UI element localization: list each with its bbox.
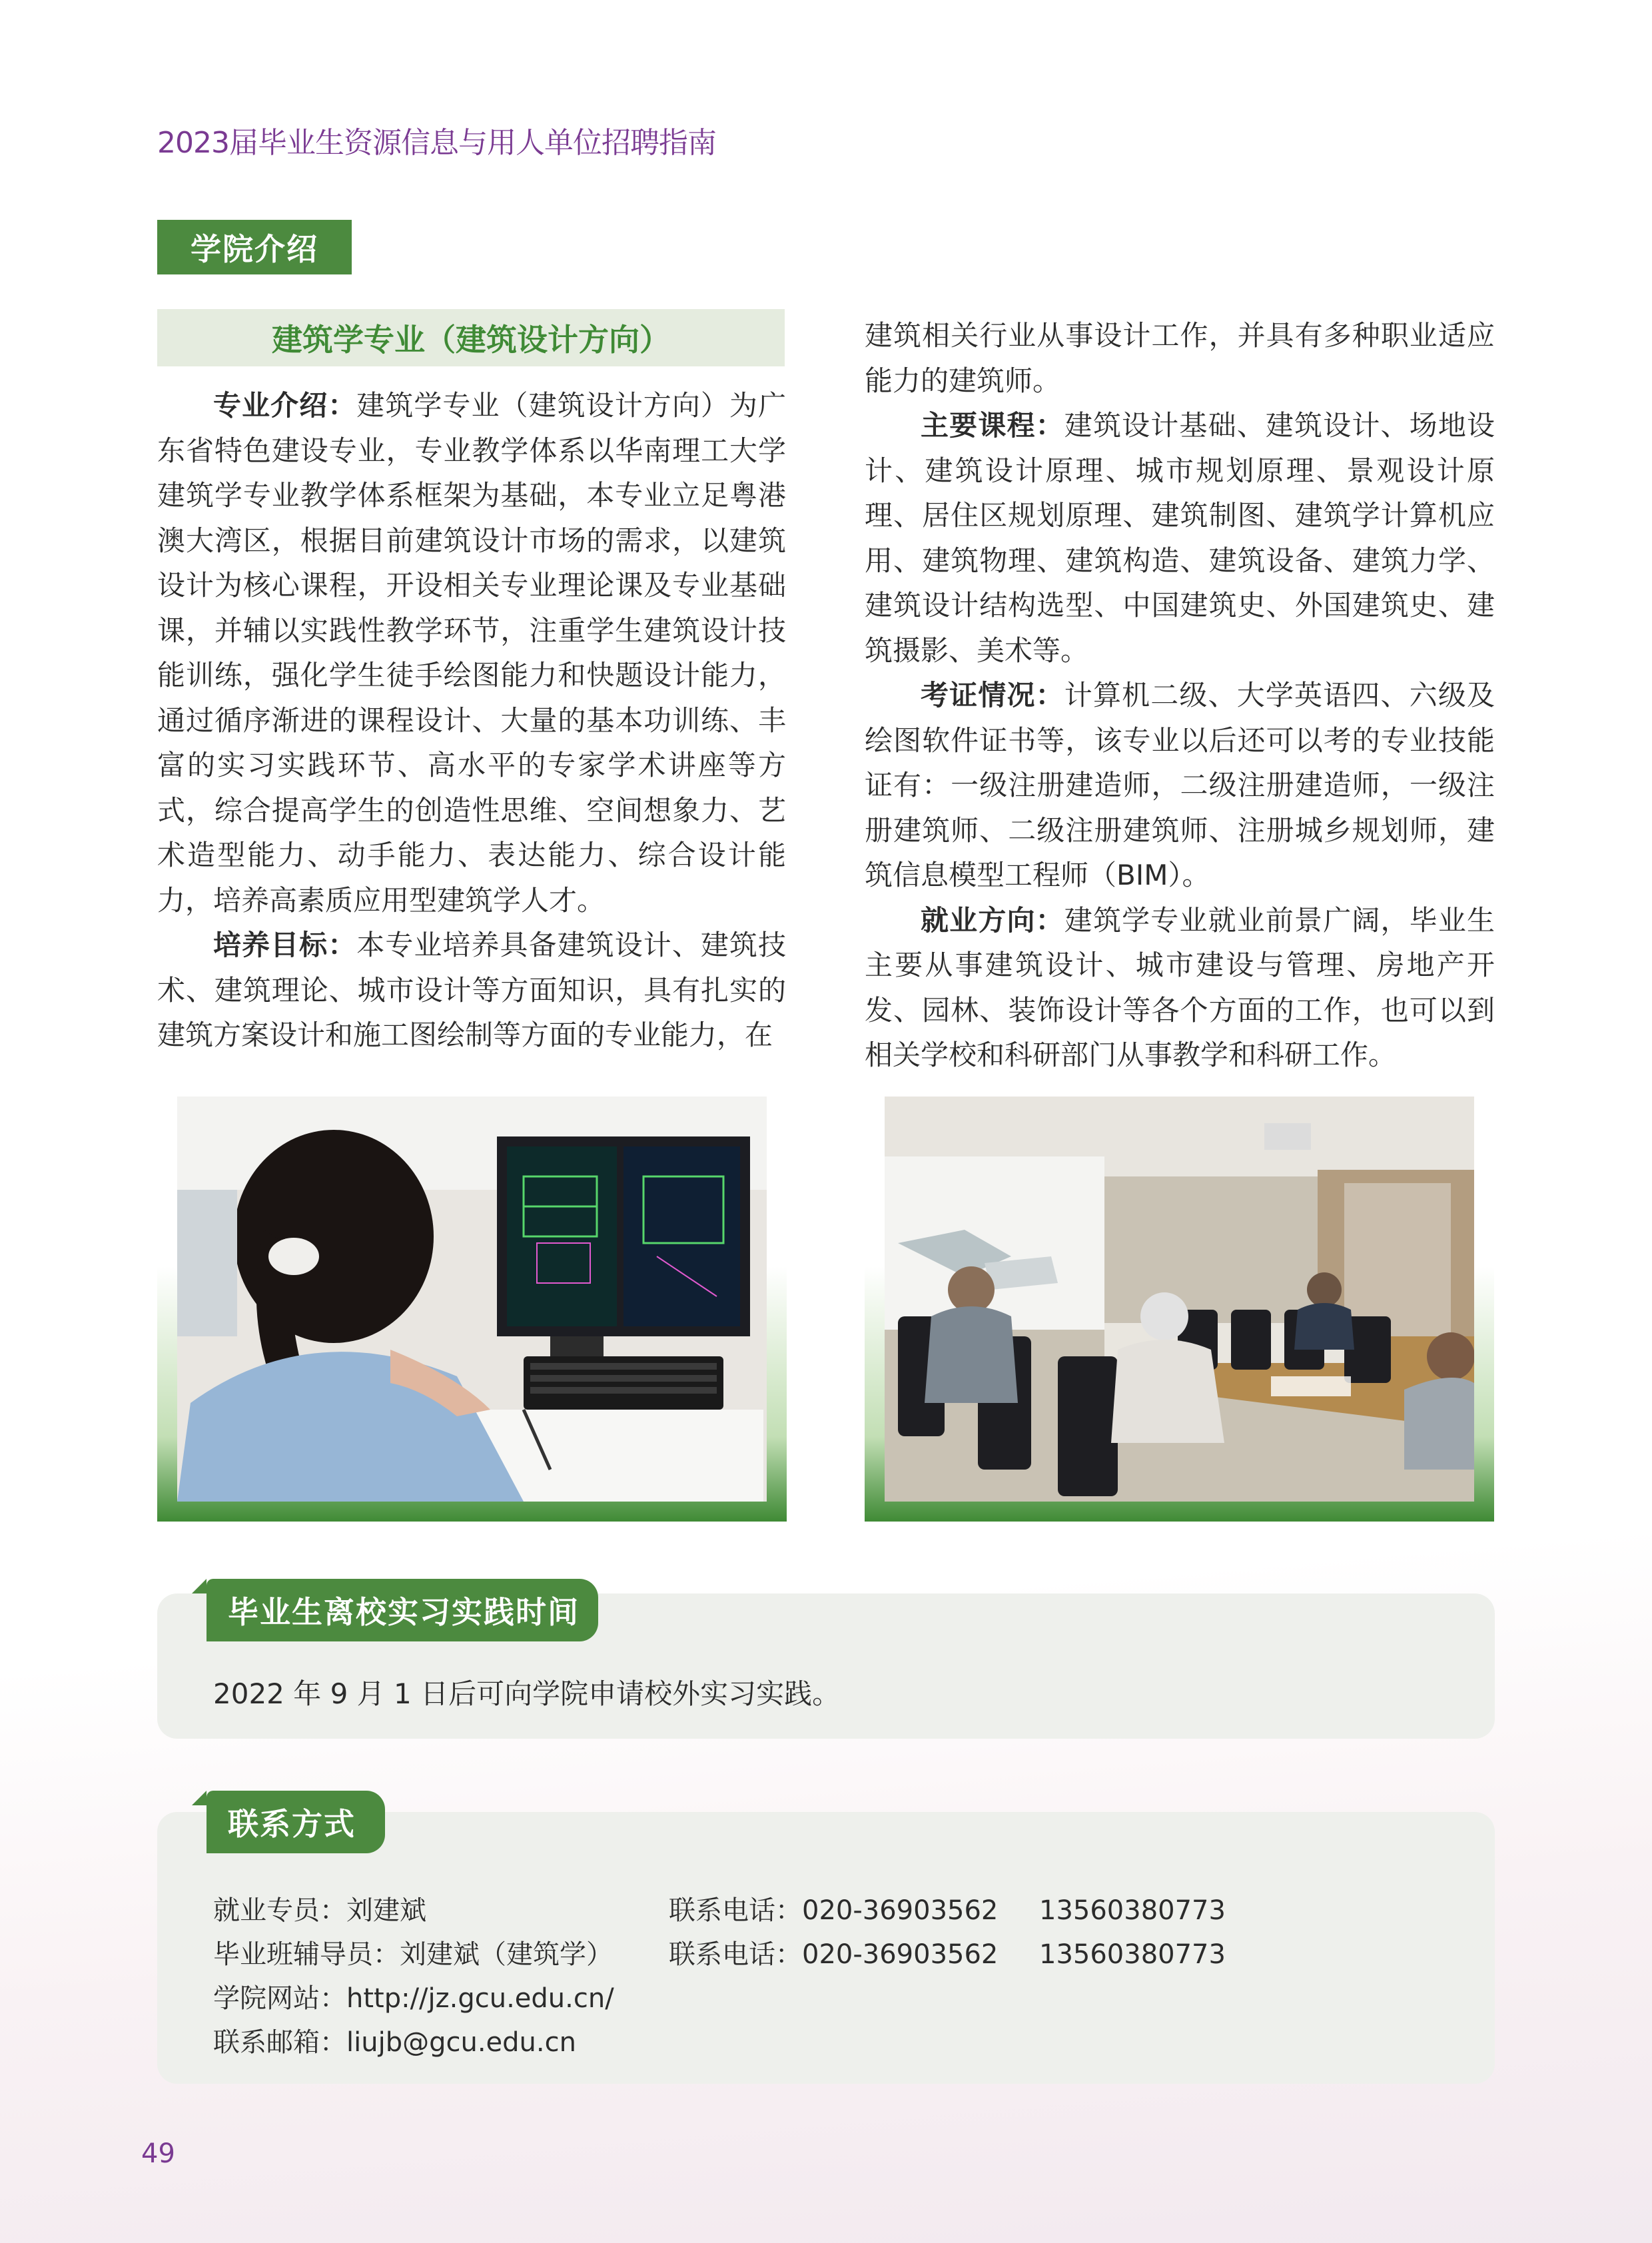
employment-text: 建筑学专业就业前景广阔，毕业生主要从事建筑设计、城市建设与管理、房地产开发、园林、装饰设计等各个方面的工作，也可以到相关学校和科研部门从事教学和科研工作。 xyxy=(865,903,1495,1071)
employment-label: 就业方向： xyxy=(921,903,1064,937)
intro-label: 专业介绍： xyxy=(213,389,357,422)
photo-meeting-room xyxy=(865,1097,1494,1522)
goal-paragraph-continued: 建筑相关行业从事设计工作，并具有多种职业适应能力的建筑师。 xyxy=(865,319,1495,397)
contact-title: 联系方式 xyxy=(206,1791,385,1853)
employment-paragraph xyxy=(865,898,1495,1078)
courses-text: 建筑设计基础、建筑设计、场地设计、建筑设计原理、城市规划原理、景观设计原理、居住区规划原理、建筑制图、建筑学计算机应用、建筑物理、建筑构造、建筑设备、建筑力学、建筑设计结构选型、中国建筑史、外国建筑史、建筑摄影、美术等。 xyxy=(865,409,1495,667)
internship-title: 毕业生离校实习实践时间 xyxy=(206,1579,598,1641)
goal-label: 培养目标： xyxy=(213,929,357,961)
intro-paragraph xyxy=(157,383,786,923)
contact-phones xyxy=(669,1889,998,1977)
intro-text: 建筑学专业（建筑设计方向）为广东省特色建设专业，专业教学体系以华南理工大学建筑学专业教学体系框架为基础，本专业立足粤港澳大湾区，根据目前建筑设计市场的需求，以建筑设计为核心课程，开设相关专业理论课及专业基础课，并辅以实践性教学环节，注重学生建筑设计技能训练，强化学生徒手绘图能力和快题设计能力，通过循序渐进的课程设计、大量的基本功训练、丰富的实习实践环节、高水平的专家学术讲座等方式，综合提高学生的创造性思维、空间想象力、艺术造型能力、动手能力、表达能力、综合设计能力，培养高素质应用型建筑学人才。 xyxy=(157,389,786,917)
contact-phone: 联系电话：020-36903562 xyxy=(669,1939,999,1970)
contact-name-row: 就业专员：刘建斌 xyxy=(213,1895,426,1926)
certificates-paragraph xyxy=(865,673,1495,898)
contact-mobile: 13560380773 xyxy=(1039,1895,1226,1926)
section-tag: 学院介绍 xyxy=(157,220,352,274)
page-number: 49 xyxy=(141,2138,175,2169)
goal-text: 本专业培养具备建筑设计、建筑技术、建筑理论、城市设计等方面知识，具有扎实的建筑方案设计和施工图绘制等方面的专业能力，在 xyxy=(157,929,786,1051)
right-column xyxy=(865,313,1495,1078)
photo-student-cad xyxy=(157,1097,787,1522)
contact-mobile: 13560380773 xyxy=(1039,1939,1226,1970)
goal-paragraph xyxy=(157,923,786,1058)
left-column xyxy=(157,383,786,1058)
contact-mobiles xyxy=(1039,1889,1226,1977)
tab-corner-decoration xyxy=(192,1579,206,1593)
contact-phone: 联系电话：020-36903562 xyxy=(669,1895,999,1926)
contact-email[interactable]: 联系邮箱：liujb@gcu.edu.cn xyxy=(213,2027,576,2058)
document-header: 2023届毕业生资源信息与用人单位招聘指南 xyxy=(157,126,716,160)
courses-label: 主要课程： xyxy=(921,409,1064,442)
certificates-text: 计算机二级、大学英语四、六级及绘图软件证书等，该专业以后还可以考的专业技能证有：一级注册建造师，二级注册建造师，一级注册建筑师、二级注册建筑师、注册城乡规划师，建筑信息模型工程师（BIM）。 xyxy=(865,679,1495,891)
contact-website[interactable]: 学院网站：http://jz.gcu.edu.cn/ xyxy=(213,1983,614,2014)
internship-text: 2022 年 9 月 1 日后可向学院申请校外实习实践。 xyxy=(213,1677,841,1710)
major-title: 建筑学专业（建筑设计方向） xyxy=(157,309,785,366)
contact-name-row: 毕业班辅导员：刘建斌（建筑学） xyxy=(213,1939,613,1970)
contact-names xyxy=(213,1889,614,2064)
certificates-label: 考证情况： xyxy=(921,679,1064,711)
courses-paragraph xyxy=(865,403,1495,673)
tab-corner-decoration xyxy=(192,1791,206,1805)
